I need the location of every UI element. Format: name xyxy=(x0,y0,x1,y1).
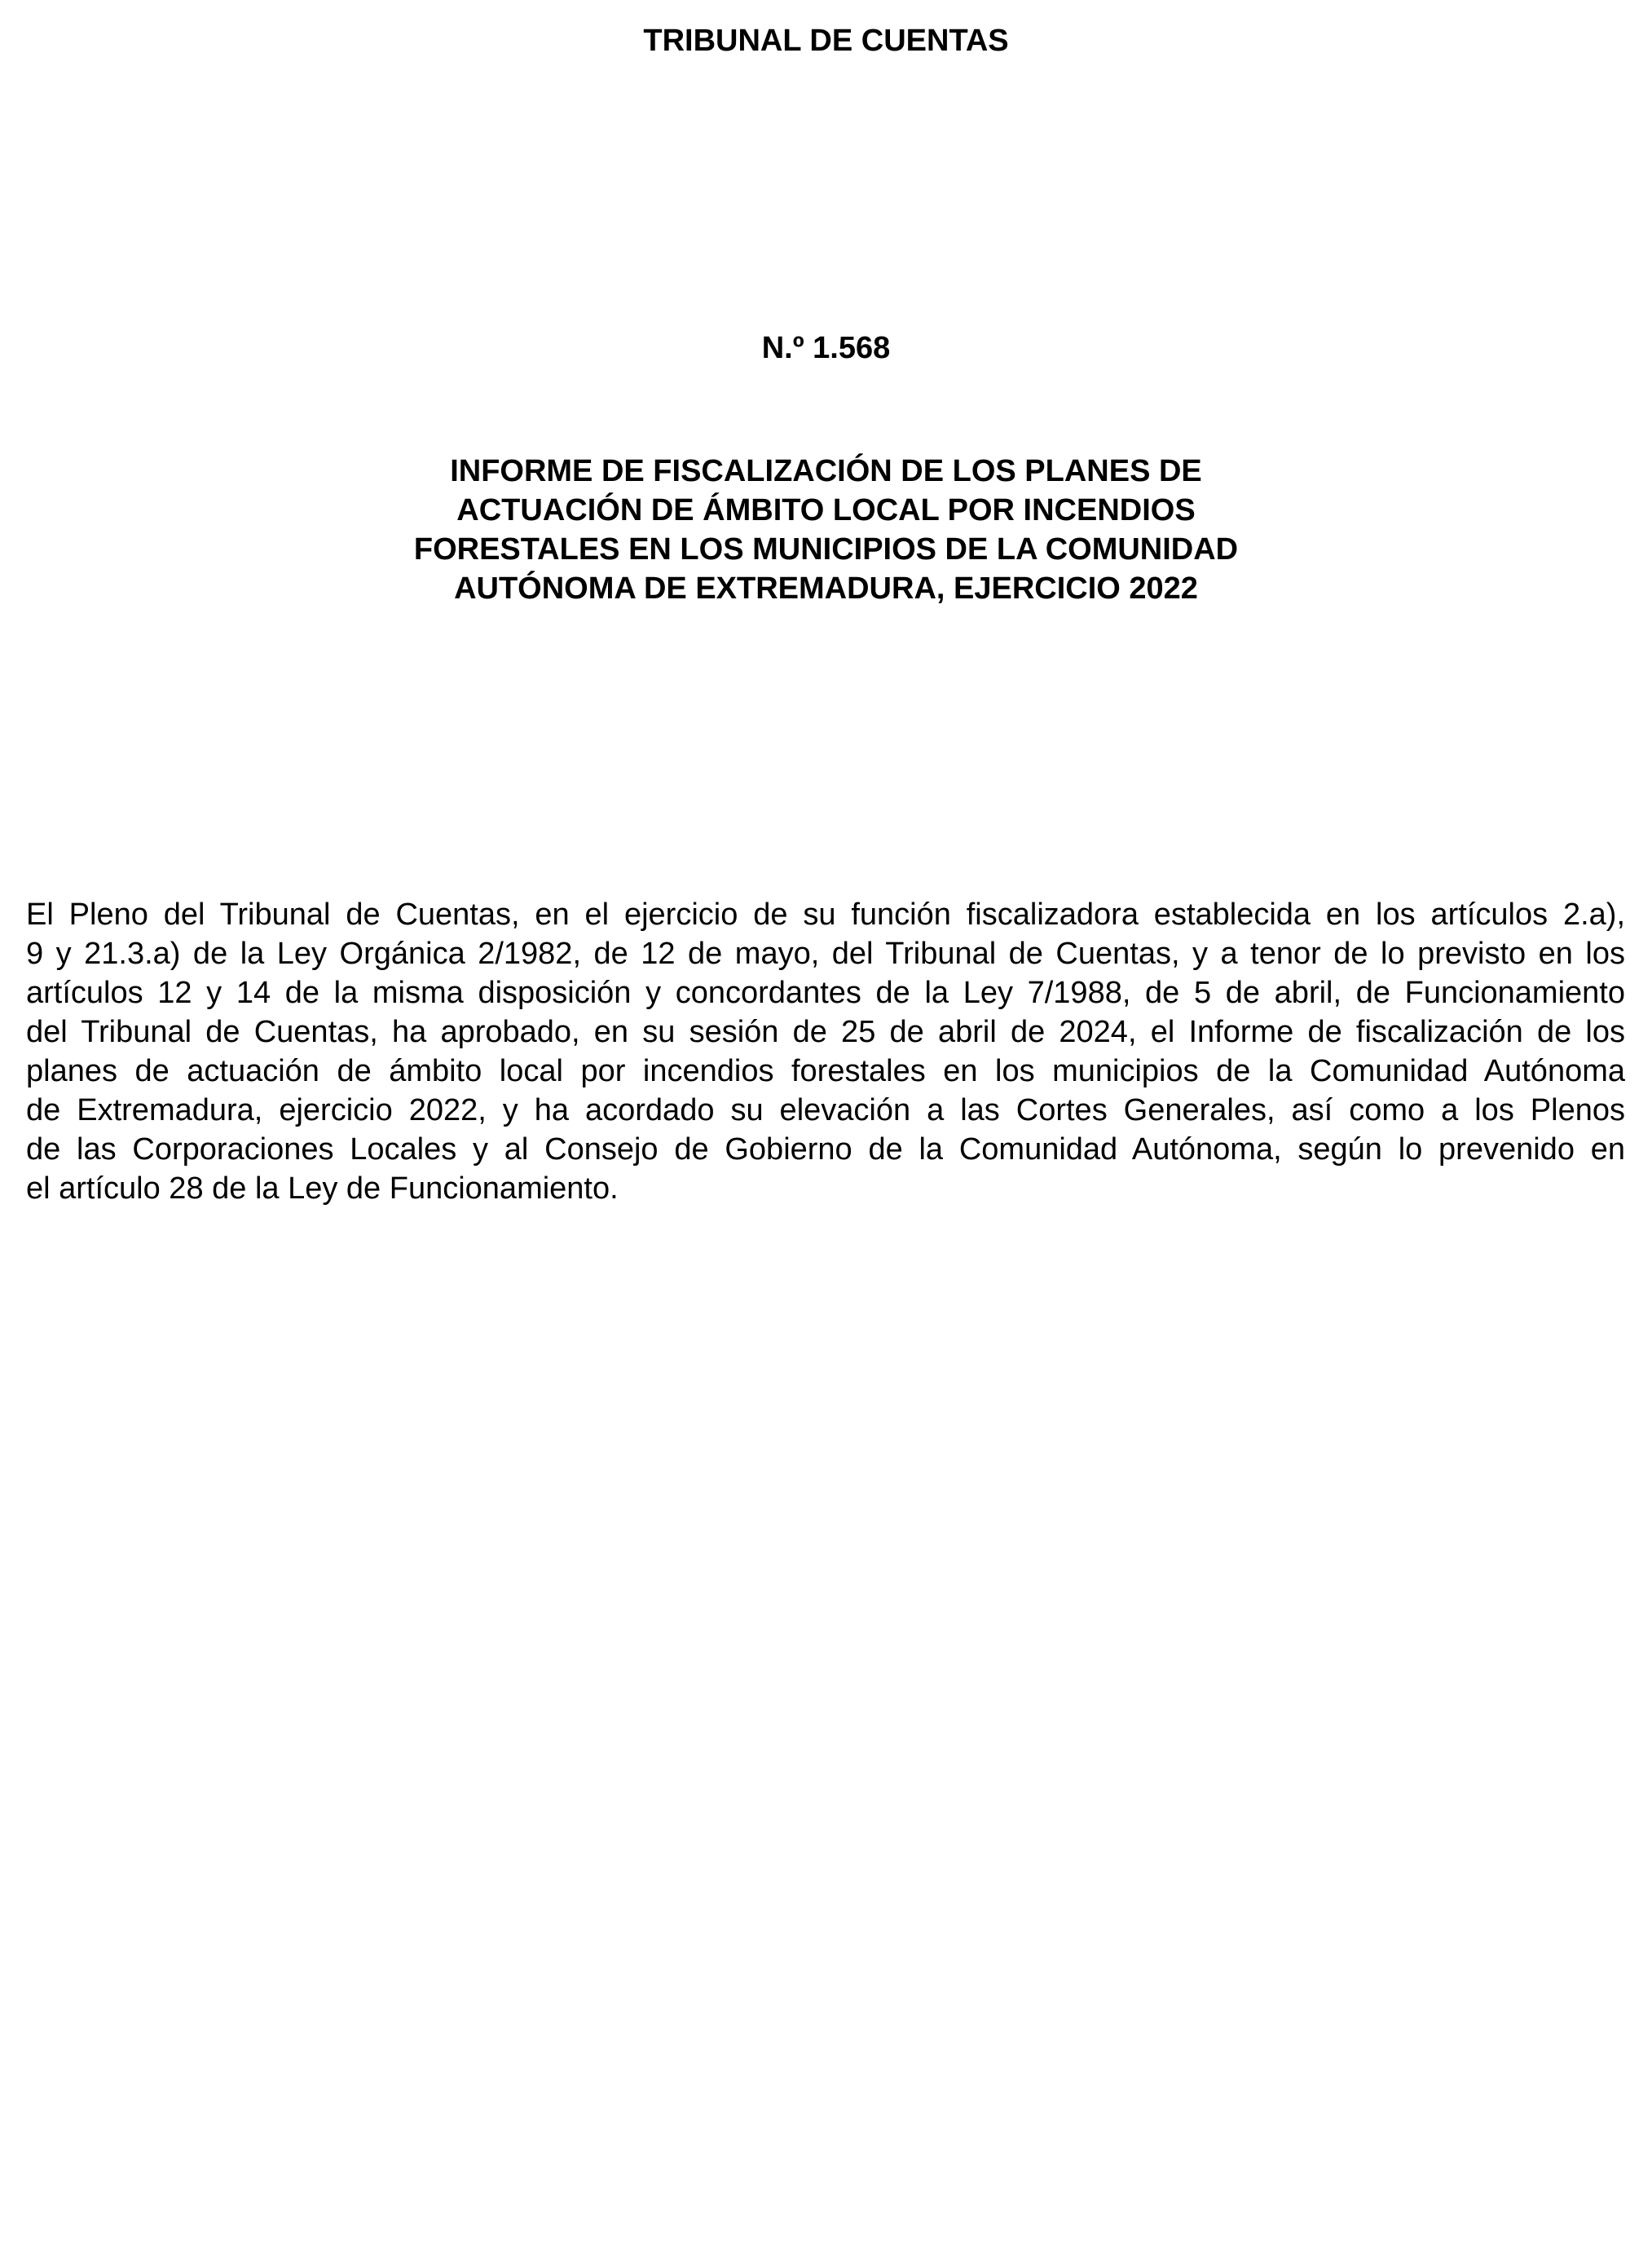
report-title-line: AUTÓNOMA DE EXTREMADURA, EJERCICIO 2022 xyxy=(454,571,1198,606)
paragraph-line: del Tribunal de Cuentas, ha aprobado, en su sesión de 25 de abril de 2024, el Informe de fiscalización de los xyxy=(26,1015,1625,1049)
paragraph-line: de las Corporaciones Locales y al Consejo de Gobierno de la Comunidad Autónoma, según lo prevenido en xyxy=(26,1132,1625,1167)
report-title-line: ACTUACIÓN DE ÁMBITO LOCAL POR INCENDIOS xyxy=(456,493,1196,527)
report-title xyxy=(0,452,1652,608)
institution-header: TRIBUNAL DE CUENTAS xyxy=(643,24,1009,58)
approval-paragraph xyxy=(26,895,1625,1208)
paragraph-line: El Pleno del Tribunal de Cuentas, en el ejercicio de su función fiscalizadora establecida en los artículos 2.a), xyxy=(26,898,1625,932)
paragraph-line: de Extremadura, ejercicio 2022, y ha acordado su elevación a las Cortes Generales, así como a los Plenos xyxy=(26,1093,1625,1127)
paragraph-line: planes de actuación de ámbito local por incendios forestales en los municipios de la Comunidad Autónoma xyxy=(26,1054,1625,1088)
paragraph-line: artículos 12 y 14 de la misma disposición y concordantes de la Ley 7/1988, de 5 de abril, de Funcionamiento xyxy=(26,976,1625,1010)
report-title-line: FORESTALES EN LOS MUNICIPIOS DE LA COMUNIDAD xyxy=(413,532,1239,567)
report-number: N.º 1.568 xyxy=(761,331,891,365)
report-title-line: INFORME DE FISCALIZACIÓN DE LOS PLANES DE xyxy=(450,454,1202,488)
paragraph-line: 9 y 21.3.a) de la Ley Orgánica 2/1982, de 12 de mayo, del Tribunal de Cuentas, y a tenor de lo previsto en los xyxy=(26,937,1625,971)
paragraph-line: el artículo 28 de la Ley de Funcionamiento. xyxy=(26,1171,619,1206)
